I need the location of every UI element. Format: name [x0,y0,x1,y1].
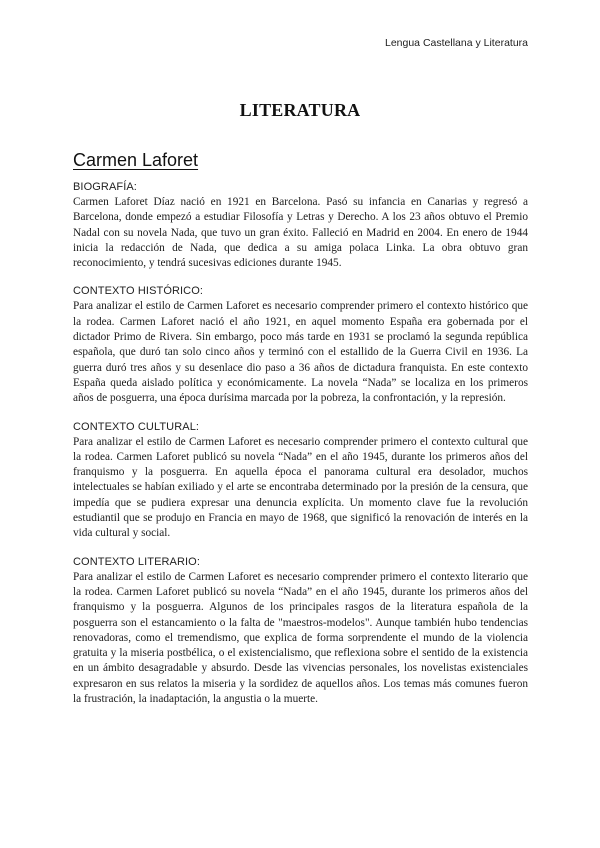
section-contexto-literario [73,555,528,708]
section-heading: CONTEXTO HISTÓRICO: [73,285,204,298]
section-contexto-historico [73,284,528,406]
section-heading: BIOGRAFÍA: [73,181,137,193]
section-heading: CONTEXTO CULTURAL: [73,420,200,433]
section-paragraph: Para analizar el estilo de Carmen Laforet es necesario comprender primero el contexto histórico que la rodea. Carmen Laforet nació el año 1921, en aquel momento España era gobernada por el dictador Primo de Rivera. Sin embargo, poco más tarde en 1931 se proclamó la segunda república española, que duró tan solo cinco años y terminó con el estallido de la Guerra Civil en 1936. La guerra duró tres años y su desenlace dio paso a 36 años de dictadura franquista. En este contexto España queda aislado política y económicamente. La novela “Nada” se localiza en los primeros años de posguerra, una época durísima marcada por la pobreza, la confrontación, y la represión. [73,300,528,405]
section-biografia [73,180,528,271]
running-header: Lengua Castellana y Literatura [384,37,528,49]
document-title: LITERATURA [239,100,361,120]
section-paragraph: Para analizar el estilo de Carmen Laforet es necesario comprender primero el contexto literario que la rodea. Carmen Laforet publicó su novela “Nada” en el año 1945, durante los primeros años del franquismo y la posguerra. Algunos de los principales rasgos de la literatura española de la posguerra son el estancamiento o la falta de "maestros-modelos". Aunque también hubo tendencias renovadoras, como el tremendismo, que explica de forma sorprendente el mundo de la violencia gratuita y la miseria postbélica, o el existencialismo, que reflexiona sobre el sentido de la existencia en un ámbito desagradable y absurdo. Desde las vivencias personales, los novelistas existenciales expresaron en sus relatos la miseria y la sordidez de aquellos años. Los temas más comunes fueron la frustración, la inadaptación, la angustia o la muerte. [73,570,528,706]
author-heading: Carmen Laforet [73,150,199,170]
document-body [73,180,528,720]
section-paragraph: Para analizar el estilo de Carmen Laforet es necesario comprender primero el contexto cultural que la rodea. Carmen Laforet publicó su novela “Nada” en el año 1945, durante los primeros años del franquismo y la posguerra. En aquella época el panorama cultural era desolador, muchos intelectuales se habían exiliado y el arte se encontraba determinado por la presión de la censura, que impedía que se pudiera expresar una denuncia explícita. Un momento clave fue la revolución estudiantil que se produjo en Francia en mayo de 1968, que significó la renovación de interés en la vida cultural y social. [73,435,528,540]
section-heading: CONTEXTO LITERARIO: [73,555,200,568]
section-contexto-cultural [73,420,528,542]
section-paragraph: Carmen Laforet Díaz nació en 1921 en Barcelona. Pasó su infancia en Canarias y regresó a Barcelona, donde empezó a estudiar Filosofía y Letras y Derecho. A los 23 años obtuvo el Premio Nadal con su novela Nada, que tuvo un gran éxito. Falleció en Madrid en 2004. En enero de 1944 inicia la redacción de Nada, que dedica a su amiga polaca Linka. La obra obtuvo gran reconocimiento, y tendrá sucesivas ediciones durante 1945. [73,196,528,270]
